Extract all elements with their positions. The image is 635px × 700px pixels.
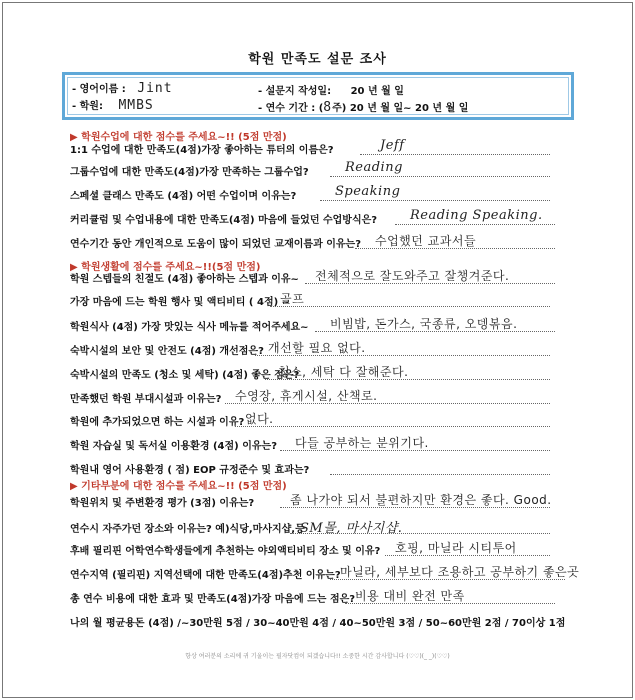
answer-17[interactable]: 호핑, 마닐라 시티투어 <box>395 541 517 555</box>
question-9: 숙박시설의 보안 및 안전도 (4점) 개선점은? <box>70 346 264 357</box>
question-5: 연수기간 동안 개인적으로 도움이 많이 되었던 교재이름과 이유는? <box>70 239 361 250</box>
question-6: 학원 스텝들의 친절도 (4점) 좋아하는 스텝과 이유~ <box>70 274 299 285</box>
answer-19[interactable]: 비용 대비 완전 만족 <box>355 589 465 603</box>
academy-field[interactable]: - 학원: MMBS <box>72 98 154 113</box>
question-11: 만족했던 학원 부대시설과 이유는? <box>70 394 222 405</box>
footer-thanks: 항상 여러분의 소리에 귀 기울이는 필자닷컴이 되겠습니다!! 소중한 시간 감사합니다 (♡♡)(_ _)(♡♡) <box>185 653 450 660</box>
answer-7[interactable]: 골프 <box>280 292 305 306</box>
answer-5[interactable]: 수업했던 교과서들 <box>375 234 477 248</box>
answer-6[interactable]: 전체적으로 잘도와주고 잘챙겨준다. <box>315 269 510 283</box>
answer-8[interactable]: 비빔밥, 돈가스, 국종류, 오뎅볶음. <box>330 317 518 331</box>
answer-15[interactable]: 좀 나가야 되서 불편하지만 환경은 좋다. Good. <box>290 493 552 507</box>
survey-title: 학원 만족도 설문 조사 <box>248 52 387 67</box>
answer-13[interactable]: 다들 공부하는 분위기다. <box>295 436 429 450</box>
answer-line-1 <box>360 154 550 155</box>
question-10: 숙박시설의 만족도 (청소 및 세탁) (4점) 좋은 점은? <box>70 370 300 381</box>
section-other-rating: ▶ 기타부분에 대한 점수를 주세요~!! (5점 만점) <box>70 481 287 492</box>
answer-12[interactable]: 없다. <box>245 412 274 426</box>
answer-10[interactable]: 청소, 세탁 다 잘해준다. <box>278 365 409 379</box>
question-20: 나의 월 평균용돈 (4점) /~30만원 5점 / 30~40만원 4점 / 40~50만원 3점 / 50~60만원 2점 / 70이상 1점 <box>70 618 566 629</box>
question-4: 커리큘럼 및 수업내용에 대한 만족도(4점) 마음에 들었던 수업방식은? <box>70 215 378 226</box>
answer-18[interactable]: 마닐라, 세부보다 조용하고 공부하기 좋은곳 <box>340 565 580 579</box>
answer-2[interactable]: Reading <box>345 160 403 175</box>
question-13: 학원 자습실 및 독서실 이용환경 (4점) 이유는? <box>70 441 278 452</box>
answer-line-4 <box>395 224 555 225</box>
answer-3[interactable]: Speaking <box>335 184 401 199</box>
answer-9[interactable]: 개선할 필요 없다. <box>268 341 366 355</box>
period-weeks: 8 <box>323 100 333 115</box>
answer-4[interactable]: Reading Speaking. <box>410 208 543 223</box>
question-2: 그룹수업에 대한 만족도(4점)가장 만족하는 그룹수업? <box>70 167 309 178</box>
question-15: 학원위치 및 주변환경 평가 (3점) 이유는? <box>70 498 255 509</box>
question-1: 1:1 수업에 대한 만족도(4점)가장 좋아하는 튜터의 이름은? <box>70 145 334 156</box>
question-14: 학원내 영어 사용환경 ( 점) EOP 규정준수 및 효과는? <box>70 465 310 476</box>
answer-line-2 <box>330 176 550 177</box>
question-8: 학원식사 (4점) 가장 맛있는 식사 메뉴를 적어주세요~ <box>70 322 309 333</box>
answer-1[interactable]: Jeff <box>380 138 405 153</box>
question-7: 가장 마음에 드는 학원 행사 및 액티비티 ( 4점) ~ <box>70 297 291 308</box>
period-field[interactable]: - 연수 기간 : (8주) 20 년 월 일~ 20 년 월 일 <box>258 100 469 115</box>
date-field[interactable]: - 설문지 작성일: 20 년 월 일 <box>258 86 404 97</box>
academy-value: MMBS <box>118 98 154 113</box>
section-class-rating: ▶ 학원수업에 대한 점수를 주세요~!! (5점 만점) <box>70 132 287 143</box>
answer-line-12 <box>235 426 550 427</box>
answer-line-14 <box>330 474 550 475</box>
english-name-value: Jint <box>137 81 173 96</box>
question-19: 총 연수 비용에 대한 효과 및 만족도(4점)가장 마음에 드는 점은? <box>70 594 356 605</box>
question-18: 연수지역 (필리핀) 지역선택에 대한 만족도(4점)추천 이유는? <box>70 570 341 581</box>
question-16: 연수시 자주가던 장소와 이유는? 예)식당,마사지샵,등 <box>70 524 305 535</box>
answer-line-7 <box>270 306 550 307</box>
english-name-field[interactable]: - 영어이름 : Jint <box>72 81 173 96</box>
answer-11[interactable]: 수영장, 휴게시설, 산책로. <box>235 389 378 403</box>
question-3: 스페셜 클래스 만족도 (4점) 어떤 수업이며 이유는? <box>70 191 297 202</box>
date-template: 20 년 월 일 <box>350 86 404 97</box>
answer-line-3 <box>320 200 550 201</box>
section-life-rating: ▶ 학원생활에 점수를 주세요~!!(5점 만점) <box>70 262 261 273</box>
answer-16[interactable]: SM몰, 마사지샵. <box>300 521 403 536</box>
question-17: 후배 필리핀 어학연수학생들에게 추천하는 야외액티비티 장소 및 이유? <box>70 546 381 557</box>
question-12: 학원에 추가되었으면 하는 시설과 이유? <box>70 417 245 428</box>
